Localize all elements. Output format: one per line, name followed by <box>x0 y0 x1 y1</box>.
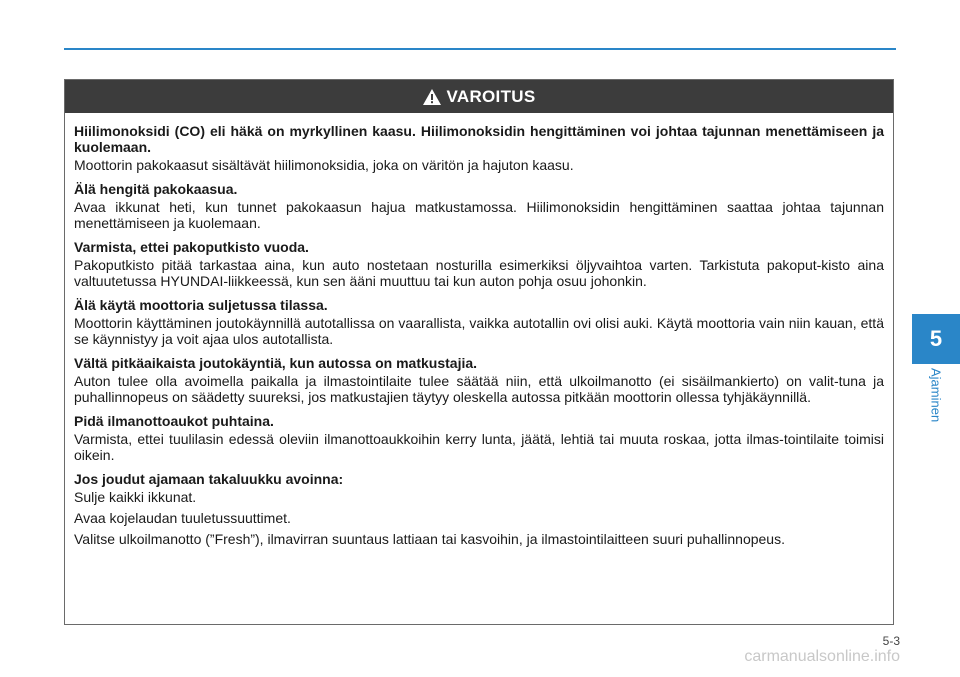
section-do-not-inhale <box>74 181 884 231</box>
watermark: carmanualsonline.info <box>744 648 900 665</box>
chapter-number: 5 <box>929 326 943 351</box>
section-text: Sulje kaikki ikkunat. <box>74 489 197 505</box>
section-title: Vältä pitkäaikaista joutokäyntiä, kun autossa on matkustajia. <box>74 355 478 371</box>
section-enclosed-space <box>74 297 884 347</box>
section-air-inlets <box>74 413 884 463</box>
section-text: Pakoputkisto pitää tarkastaa aina, kun auto nostetaan nosturilla esimerkiksi öljyvaihtoa varten. Tarkistuta pakoput-kisto aina valtuutetussa HYUNDAI-liikkeessä, kun sen ääni muuttuu tai kun auton pohja osuu johonkin. <box>74 257 884 289</box>
section-title: Hiilimonoksidi (CO) eli häkä on myrkyllinen kaasu. Hiilimonoksidin hengittäminen voi johtaa tajunnan menettämiseen ja kuolemaan. <box>74 123 884 155</box>
section-text: Avaa ikkunat heti, kun tunnet pakokaasun hajua matkustamossa. Hiilimonoksidin hengittäminen saattaa johtaa tajunnan menettämiseen ja kuolemaan. <box>74 199 884 231</box>
section-text: Auton tulee olla avoimella paikalla ja ilmastointilaite tulee säätää niin, että ulkoilmanotto (ei sisäilmankierto) on valit-tuna ja puhallinnopeus on säädetty suureksi, jos matkustajien täytyy oleskella autossa pitkään moottorin ollessa tyhjäkäynnillä. <box>74 373 884 405</box>
section-co-warning <box>74 123 884 173</box>
section-text: Avaa kojelaudan tuuletussuuttimet. <box>74 510 291 526</box>
section-tailgate-open <box>74 471 884 547</box>
section-text: Valitse ulkoilmanotto (”Fresh”), ilmavirran suuntaus lattiaan tai kasvoihin, ja ilmastointilaitteen suuri puhallinnopeus. <box>74 531 785 547</box>
page-number: 5-3 <box>882 634 900 648</box>
section-idling <box>74 355 884 405</box>
warning-header <box>65 80 893 113</box>
section-text: Varmista, ettei tuulilasin edessä oleviin ilmanottoaukkoihin kerry lunta, jäätä, lehtiä tai muuta roskaa, jotta ilmas-tointilaite toimisi oikein. <box>74 431 884 463</box>
chapter-tab[interactable] <box>912 314 960 364</box>
section-exhaust-leak <box>74 239 884 289</box>
section-text: Moottorin käyttäminen joutokäynnillä autotallissa on vaarallista, vaikka autotallin ovi olisi auki. Käytä moottoria vain niin kauan, että se käynnistyy ja voit ajaa ulos autotallista. <box>74 315 884 347</box>
section-title: Älä käytä moottoria suljetussa tilassa. <box>74 297 328 313</box>
chapter-label: Ajaminen <box>928 368 944 423</box>
section-text: Moottorin pakokaasut sisältävät hiilimonoksidia, joka on väritön ja hajuton kaasu. <box>74 157 574 173</box>
warning-box <box>64 79 894 625</box>
section-title: Pidä ilmanottoaukot puhtaina. <box>74 413 274 429</box>
section-title: Varmista, ettei pakoputkisto vuoda. <box>74 239 309 255</box>
warning-body <box>65 113 893 547</box>
section-title: Jos joudut ajamaan takaluukku avoinna: <box>74 471 344 487</box>
warning-title: VAROITUS <box>446 86 536 106</box>
warning-triangle-icon <box>423 89 441 105</box>
section-title: Älä hengitä pakokaasua. <box>74 181 238 197</box>
top-rule <box>64 48 896 50</box>
